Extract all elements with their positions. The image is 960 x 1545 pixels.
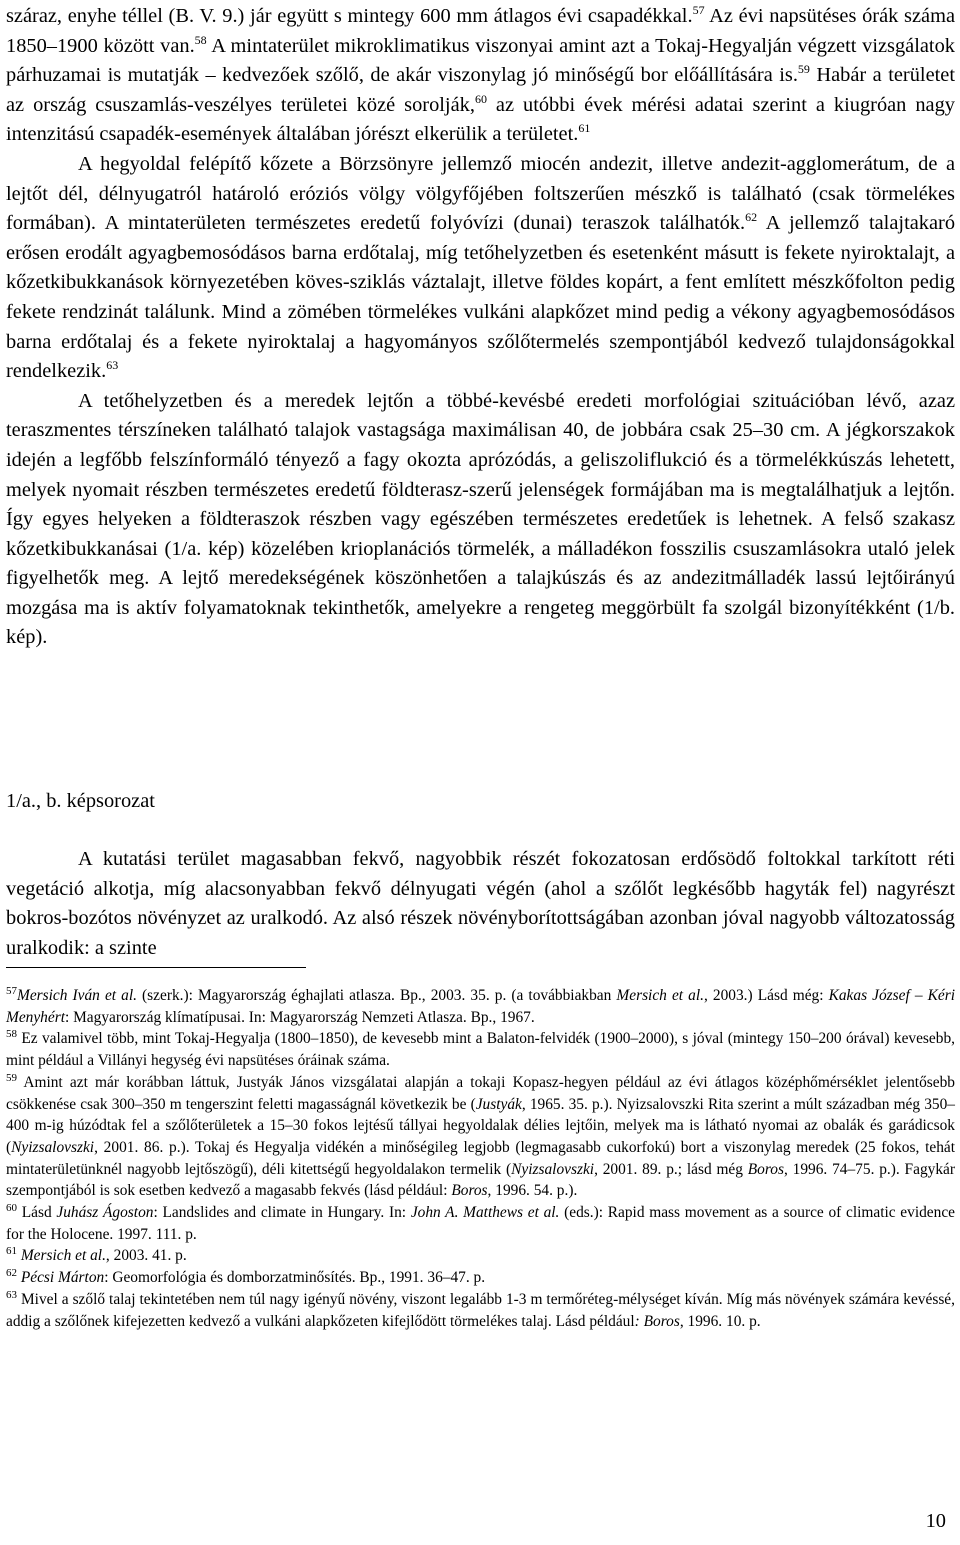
footnote-62: $^{62}$ Pécsi Márton: Geomorfológia és domborzatminősítés. Bp., 1991. 36–47. p. (6, 1267, 486, 1287)
footnote-61: $^{61}$ Mersich et al., 2003. 41. p. (6, 1245, 187, 1265)
paragraph-morphology: A tetőhelyzetben és a meredek lejtőn a többé-kevésbé eredeti morfológiai szituációban lévő, azaz teraszmentes térszíneken található talajok vastagsága maximálisan 40, de jobbára csak 25–30 cm. A jégkorszakok idején a legfőbb felszínformáló tényező a fagy okozta aprózódás, a geliszoliflukció és a törmelékkúszás lehetett, melyek nyomait részben természetes eredetű földterasz-szerű jelenségek formájában ma is megtalálhatjuk a lejtőn. Így egyes helyeken a földteraszok részben vagy egészében természetes eredetűek is lehetnek. A felső szakasz kőzetkibukkanásai (1/a. kép) közelében krioplanációs törmelék, a málladékon fosszilis csuszamlásokra utaló jelek figyelhetők meg. A lejtő meredekségének köszönhetően a talajkúszás és az andezitmálladék lassú lejtőirányú mozgása ma is aktív folyamatoknak tekinthetők, amelyekre a rengeteg meggörbült fa szolgál bizonyítékként (1/b. kép). (6, 389, 955, 649)
footnotes (6, 985, 955, 1332)
paragraph-vegetation: A kutatási terület magasabban fekvő, nagyobbik részét fokozatosan erdősödő foltokkal tarkított réti vegetáció alkotja, míg alacsonyabban fekvő délnyugati végén (ahol a szőlőt legkésőbb hagyták fel) nagyrészt bokros-bozótos növényzet az uralkodó. Az alsó részek növényborítottságában azonban jóval nagyobb változatosság uralkodik: a szinte (6, 848, 955, 959)
footnote-63: $^{63}$ Mivel a szőlő talaj tekintetében nem túl nagy igényű növény, viszont legalább 1-3 m termőréteg-mélységet kíván. Míg más növények számára kevéssé, addig a szőlőnek kifejezetten kedvező a vulkáni alapkőzeten kifejlődött törmelékes talaj. Lásd például: Boros, 1996. 10. p. (6, 1288, 955, 1330)
paragraph-climate: száraz, enyhe téllel (B. V. 9.) jár együtt s mintegy 600 mm átlagos évi csapadékkal.$^{57}$ Az évi napsütéses órák száma 1850–1900 között van.$^{58}$ A mintaterület mikroklimatikus viszonyai amint azt a Tokaj-Hegyalján végzett vizsgálatok párhuzamai is mutatják – kedvezőek szőlő, de akár viszonylag jó minőségű bor előállítására is.$^{59}$ Habár a területet az ország csuszamlás-veszélyes területei közé sorolják,$^{60}$ az utóbbi évek mérési adatai szerint a kiugróan nagy intenzitású csapadék-események általában jórészt elkerülik a területet.$^{61}$ (6, 3, 955, 146)
main-text-top (6, 2, 955, 653)
footnote-60: $^{60}$ Lásd Juhász Ágoston: Landslides and climate in Hungary. In: John A. Matthews et al. (eds.): Rapid mass movement as a source of climatic evidence for the Holocene. 1997. 111. p. (6, 1201, 955, 1243)
caption-text: 1/a., b. képsorozat (6, 790, 155, 812)
figure-caption (6, 787, 955, 817)
footnote-57: $^{57}$Mersich Iván et al. (szerk.): Magyarország éghajlati atlasza. Bp., 2003. 35. p. (a továbbiakban Mersich et al., 2003.) Lásd még: Kakas József – Kéri Menyhért: Magyarország klímatípusai. In: Magyarország Nemzeti Atlasza. Bp., 1967. (6, 984, 955, 1026)
footnote-58: $^{58}$ Ez valamivel több, mint Tokaj-Hegyalja (1800–1850), de kevesebb mint a Balaton-felvidék (1900–2000), s jóval (mintegy 150–200 órával) kevesebb, mint például a Villányi hegység évi napsütéses óráinak száma. (6, 1028, 955, 1070)
paragraph-geology: A hegyoldal felépítő kőzete a Börzsönyre jellemző miocén andezit, illetve andezit-agglomerátum, de a lejtőt dél, délnyugatról határoló eróziós völgy völgyfőjében foltszerűen mészkő is található (csak törmelékes formában). A mintaterületen természetes eredetű folyóvízi (dunai) teraszok találhatók.$^{62}$ A jellemző talajtakaró erősen erodált agyagbemosódásos barna erdőtalaj, míg tetőhelyzetben és esetenként másutt is fekete nyiroktalajt, a kőzetkibukkanások környezetében köves-sziklás váztalajt, illetve földes kopárt, a fent említett mészkőfolton pedig fekete rendzinát találunk. Mind a zömében törmelékes vulkáni alapkőzet mind pedig a vékony agyagbemosódásos barna erdőtalaj és a fekete nyiroktalaj a hagyományos szőlőtermelés szempontjából kedvező tulajdonságokkal rendelkezik.$^{63}$ (6, 152, 956, 383)
main-text-bottom (6, 845, 955, 963)
footnote-separator (6, 967, 306, 968)
footnote-59: $^{59}$ Amint azt már korábban láttuk, Justyák János vizsgálatai alapján a tokaji Kopasz-hegyen például az évi átlagos középhőmérséklet jelentősebb csökkenése csak 300–350 m tengerszint feletti magasságnál következik be (Justyák, 1965. 35. p.). Nyizsalovszki Rita szerint a múlt században még 350–400 m-ig húzódtak fel a szőlőterületek a 15–30 fokos lejtésű tállyai hegyoldalak délies lejtőin, melyek ma is látható nyomai az obalák és garádicsok (Nyizsalovszki, 2001. 86. p.). Tokaj és Hegyalja vidékén a minőségileg legjobb (legmagasabb cukorfokú) bort a viszonylag meredek (25 fokos, tehát mintaterületünknél nagyobb lejtőszögű), déli kitettségű hegyoldalakon termelik (Nyizsalovszki, 2001. 89. p.; lásd még Boros, 1996. 74–75. p.). Fagykár szempontjából is sok esetben kedvező a magasabb fekvés (lásd például: Boros, 1996. 54. p.). (6, 1071, 955, 1200)
page-number: 10 (925, 1510, 946, 1532)
